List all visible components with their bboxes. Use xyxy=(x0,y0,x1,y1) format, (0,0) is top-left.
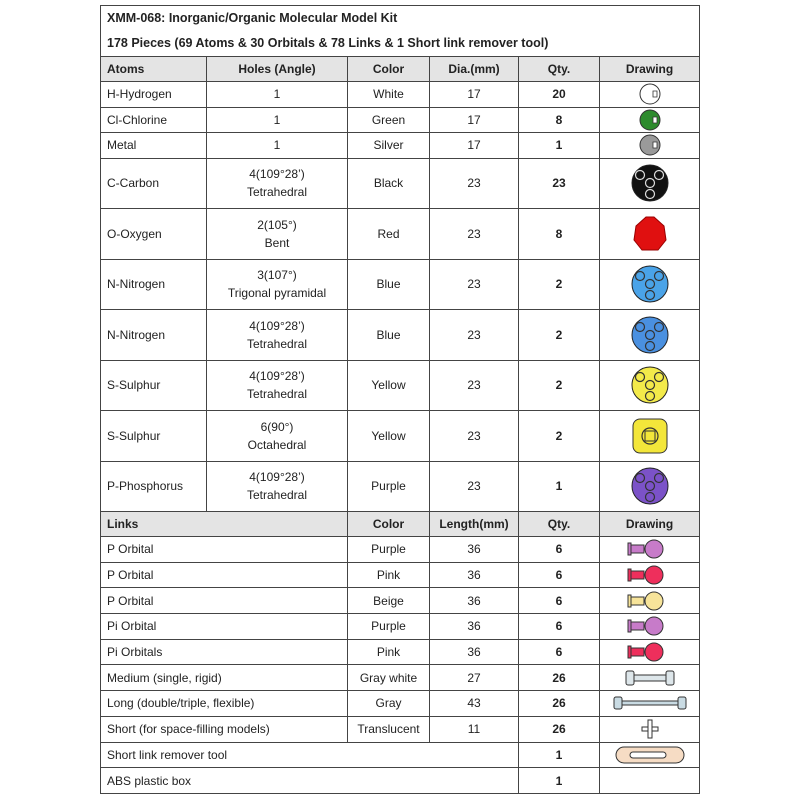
p-orbital-purple-icon xyxy=(610,538,690,560)
atom-holes-angle: 2(105°) xyxy=(257,217,297,232)
atom-row xyxy=(101,360,700,411)
atom-row xyxy=(101,133,700,159)
link-qty: 6 xyxy=(519,537,600,563)
atom-color: Blue xyxy=(348,310,430,361)
atoms-header-color: Color xyxy=(348,57,430,82)
metal-atom-icon xyxy=(628,133,672,157)
link-row xyxy=(101,614,700,640)
atom-diameter: 23 xyxy=(430,259,519,310)
atom-qty: 2 xyxy=(519,310,600,361)
atoms-header-holes: Holes (Angle) xyxy=(207,57,348,82)
atom-drawing xyxy=(600,107,700,133)
link-length: 27 xyxy=(430,665,519,691)
atom-drawing xyxy=(600,360,700,411)
atom-drawing xyxy=(600,82,700,108)
pi-orbital-pink-icon xyxy=(610,641,690,663)
link-name: Short (for space-filling models) xyxy=(101,716,348,742)
atom-holes-angle: 4(109°28’) xyxy=(249,167,305,182)
long-link-icon xyxy=(610,692,690,714)
atom-color: Purple xyxy=(348,461,430,512)
link-drawing xyxy=(600,691,700,717)
tool-name: Short link remover tool xyxy=(101,742,519,768)
atoms-header-dia: Dia.(mm) xyxy=(430,57,519,82)
atom-qty: 8 xyxy=(519,209,600,260)
page-title: XMM-068: Inorganic/Organic Molecular Model Kit xyxy=(101,6,700,32)
link-row xyxy=(101,716,700,742)
atom-row xyxy=(101,158,700,209)
atoms-header-row xyxy=(101,57,700,82)
atom-holes-angle: 4(109°28’) xyxy=(249,470,305,485)
chlorine-atom-icon xyxy=(628,108,672,132)
link-color: Translucent xyxy=(348,716,430,742)
atom-color: Yellow xyxy=(348,411,430,462)
atom-color: Yellow xyxy=(348,360,430,411)
atom-row xyxy=(101,461,700,512)
atom-drawing xyxy=(600,158,700,209)
atom-diameter: 23 xyxy=(430,461,519,512)
atom-holes xyxy=(207,461,348,512)
atom-qty: 2 xyxy=(519,259,600,310)
link-qty: 6 xyxy=(519,588,600,614)
atom-drawing xyxy=(600,461,700,512)
link-qty: 26 xyxy=(519,691,600,717)
pi-orbital-purple-icon xyxy=(610,615,690,637)
link-length: 11 xyxy=(430,716,519,742)
nitrogen-tetrahedral-atom-icon xyxy=(628,313,672,357)
links-header-links: Links xyxy=(101,512,348,537)
short-link-icon xyxy=(610,718,690,740)
atom-holes-angle: 3(107°) xyxy=(257,268,297,283)
link-drawing xyxy=(600,665,700,691)
sulphur-octahedral-atom-icon xyxy=(628,414,672,458)
atom-color: Blue xyxy=(348,259,430,310)
links-header-color: Color xyxy=(348,512,430,537)
atom-diameter: 23 xyxy=(430,158,519,209)
atom-qty: 8 xyxy=(519,107,600,133)
medium-link-icon xyxy=(610,667,690,689)
atom-diameter: 17 xyxy=(430,133,519,159)
atom-row xyxy=(101,82,700,108)
atom-name: O-Oxygen xyxy=(101,209,207,260)
atom-name: N-Nitrogen xyxy=(101,259,207,310)
atom-geometry: Tetrahedral xyxy=(246,488,308,503)
link-row xyxy=(101,639,700,665)
sulphur-tetrahedral-atom-icon xyxy=(628,363,672,407)
link-length: 36 xyxy=(430,614,519,640)
link-color: Purple xyxy=(348,614,430,640)
link-name: P Orbital xyxy=(101,588,348,614)
link-drawing xyxy=(600,716,700,742)
atom-holes xyxy=(207,259,348,310)
atom-geometry: Octahedral xyxy=(247,437,307,452)
link-row xyxy=(101,691,700,717)
hydrogen-atom-icon xyxy=(628,82,672,106)
link-length: 43 xyxy=(430,691,519,717)
atoms-header-qty: Qty. xyxy=(519,57,600,82)
atom-row xyxy=(101,259,700,310)
atom-drawing xyxy=(600,133,700,159)
link-color: Pink xyxy=(348,562,430,588)
atom-name: H-Hydrogen xyxy=(101,82,207,108)
atom-diameter: 23 xyxy=(430,310,519,361)
atom-holes xyxy=(207,158,348,209)
atom-drawing xyxy=(600,259,700,310)
atom-holes: 1 xyxy=(207,133,348,159)
link-color: Purple xyxy=(348,537,430,563)
atom-qty: 2 xyxy=(519,360,600,411)
atom-holes xyxy=(207,360,348,411)
link-color: Gray xyxy=(348,691,430,717)
link-name: Medium (single, rigid) xyxy=(101,665,348,691)
atom-color: Green xyxy=(348,107,430,133)
link-row xyxy=(101,588,700,614)
atom-name: C-Carbon xyxy=(101,158,207,209)
atom-diameter: 23 xyxy=(430,411,519,462)
atom-qty: 2 xyxy=(519,411,600,462)
tool-row xyxy=(101,742,700,768)
atom-name: N-Nitrogen xyxy=(101,310,207,361)
box-row xyxy=(101,768,700,794)
links-header-length: Length(mm) xyxy=(430,512,519,537)
link-row xyxy=(101,537,700,563)
atom-geometry: Tetrahedral xyxy=(246,387,308,402)
carbon-atom-icon xyxy=(628,161,672,205)
links-header-row xyxy=(101,512,700,537)
atom-holes-angle: 6(90°) xyxy=(260,419,294,434)
link-qty: 6 xyxy=(519,614,600,640)
atom-holes xyxy=(207,411,348,462)
atom-diameter: 17 xyxy=(430,82,519,108)
link-name: P Orbital xyxy=(101,537,348,563)
link-color: Beige xyxy=(348,588,430,614)
atom-name: S-Sulphur xyxy=(101,411,207,462)
atom-qty: 23 xyxy=(519,158,600,209)
atom-geometry: Tetrahedral xyxy=(246,185,308,200)
atom-drawing xyxy=(600,411,700,462)
atom-row xyxy=(101,209,700,260)
box-name: ABS plastic box xyxy=(101,768,519,794)
link-length: 36 xyxy=(430,639,519,665)
atoms-header-drawing: Drawing xyxy=(600,57,700,82)
link-qty: 26 xyxy=(519,665,600,691)
atom-name: Cl-Chlorine xyxy=(101,107,207,133)
remover-tool-icon xyxy=(610,744,690,766)
box-qty: 1 xyxy=(519,768,600,794)
tool-qty: 1 xyxy=(519,742,600,768)
atom-diameter: 23 xyxy=(430,360,519,411)
atom-row xyxy=(101,310,700,361)
link-drawing xyxy=(600,588,700,614)
link-qty: 6 xyxy=(519,562,600,588)
atom-drawing xyxy=(600,209,700,260)
atom-name: S-Sulphur xyxy=(101,360,207,411)
oxygen-atom-icon xyxy=(628,212,672,256)
atom-holes: 1 xyxy=(207,107,348,133)
atom-color: Silver xyxy=(348,133,430,159)
atom-holes xyxy=(207,310,348,361)
links-header-drawing: Drawing xyxy=(600,512,700,537)
link-length: 36 xyxy=(430,562,519,588)
link-color: Gray white xyxy=(348,665,430,691)
atom-geometry: Tetrahedral xyxy=(246,336,308,351)
link-length: 36 xyxy=(430,537,519,563)
atom-row xyxy=(101,107,700,133)
atom-geometry: Trigonal pyramidal xyxy=(227,286,327,301)
link-drawing xyxy=(600,537,700,563)
atom-name: P-Phosphorus xyxy=(101,461,207,512)
atom-color: White xyxy=(348,82,430,108)
links-header-qty: Qty. xyxy=(519,512,600,537)
link-color: Pink xyxy=(348,639,430,665)
atom-qty: 1 xyxy=(519,133,600,159)
atom-diameter: 23 xyxy=(430,209,519,260)
atom-drawing xyxy=(600,310,700,361)
link-row xyxy=(101,562,700,588)
atom-qty: 20 xyxy=(519,82,600,108)
link-name: Pi Orbitals xyxy=(101,639,348,665)
p-orbital-pink-icon xyxy=(610,564,690,586)
link-qty: 26 xyxy=(519,716,600,742)
atom-row xyxy=(101,411,700,462)
atom-geometry: Bent xyxy=(264,235,290,250)
atom-qty: 1 xyxy=(519,461,600,512)
phosphorus-atom-icon xyxy=(628,464,672,508)
atom-name: Metal xyxy=(101,133,207,159)
link-length: 36 xyxy=(430,588,519,614)
nitrogen-trigonal-atom-icon xyxy=(628,262,672,306)
link-drawing xyxy=(600,639,700,665)
tool-drawing xyxy=(600,742,700,768)
link-name: P Orbital xyxy=(101,562,348,588)
atom-color: Red xyxy=(348,209,430,260)
link-row xyxy=(101,665,700,691)
link-qty: 6 xyxy=(519,639,600,665)
link-name: Long (double/triple, flexible) xyxy=(101,691,348,717)
atoms-header-atoms: Atoms xyxy=(101,57,207,82)
link-drawing xyxy=(600,614,700,640)
kit-table xyxy=(100,5,700,794)
atom-holes-angle: 4(109°28’) xyxy=(249,369,305,384)
atom-holes xyxy=(207,209,348,260)
link-drawing xyxy=(600,562,700,588)
box-drawing xyxy=(600,768,700,794)
atom-diameter: 17 xyxy=(430,107,519,133)
atom-color: Black xyxy=(348,158,430,209)
atom-holes-angle: 4(109°28’) xyxy=(249,318,305,333)
page-subtitle: 178 Pieces (69 Atoms & 30 Orbitals & 78 Links & 1 Short link remover tool) xyxy=(101,31,700,57)
atom-holes: 1 xyxy=(207,82,348,108)
p-orbital-beige-icon xyxy=(610,590,690,612)
link-name: Pi Orbital xyxy=(101,614,348,640)
